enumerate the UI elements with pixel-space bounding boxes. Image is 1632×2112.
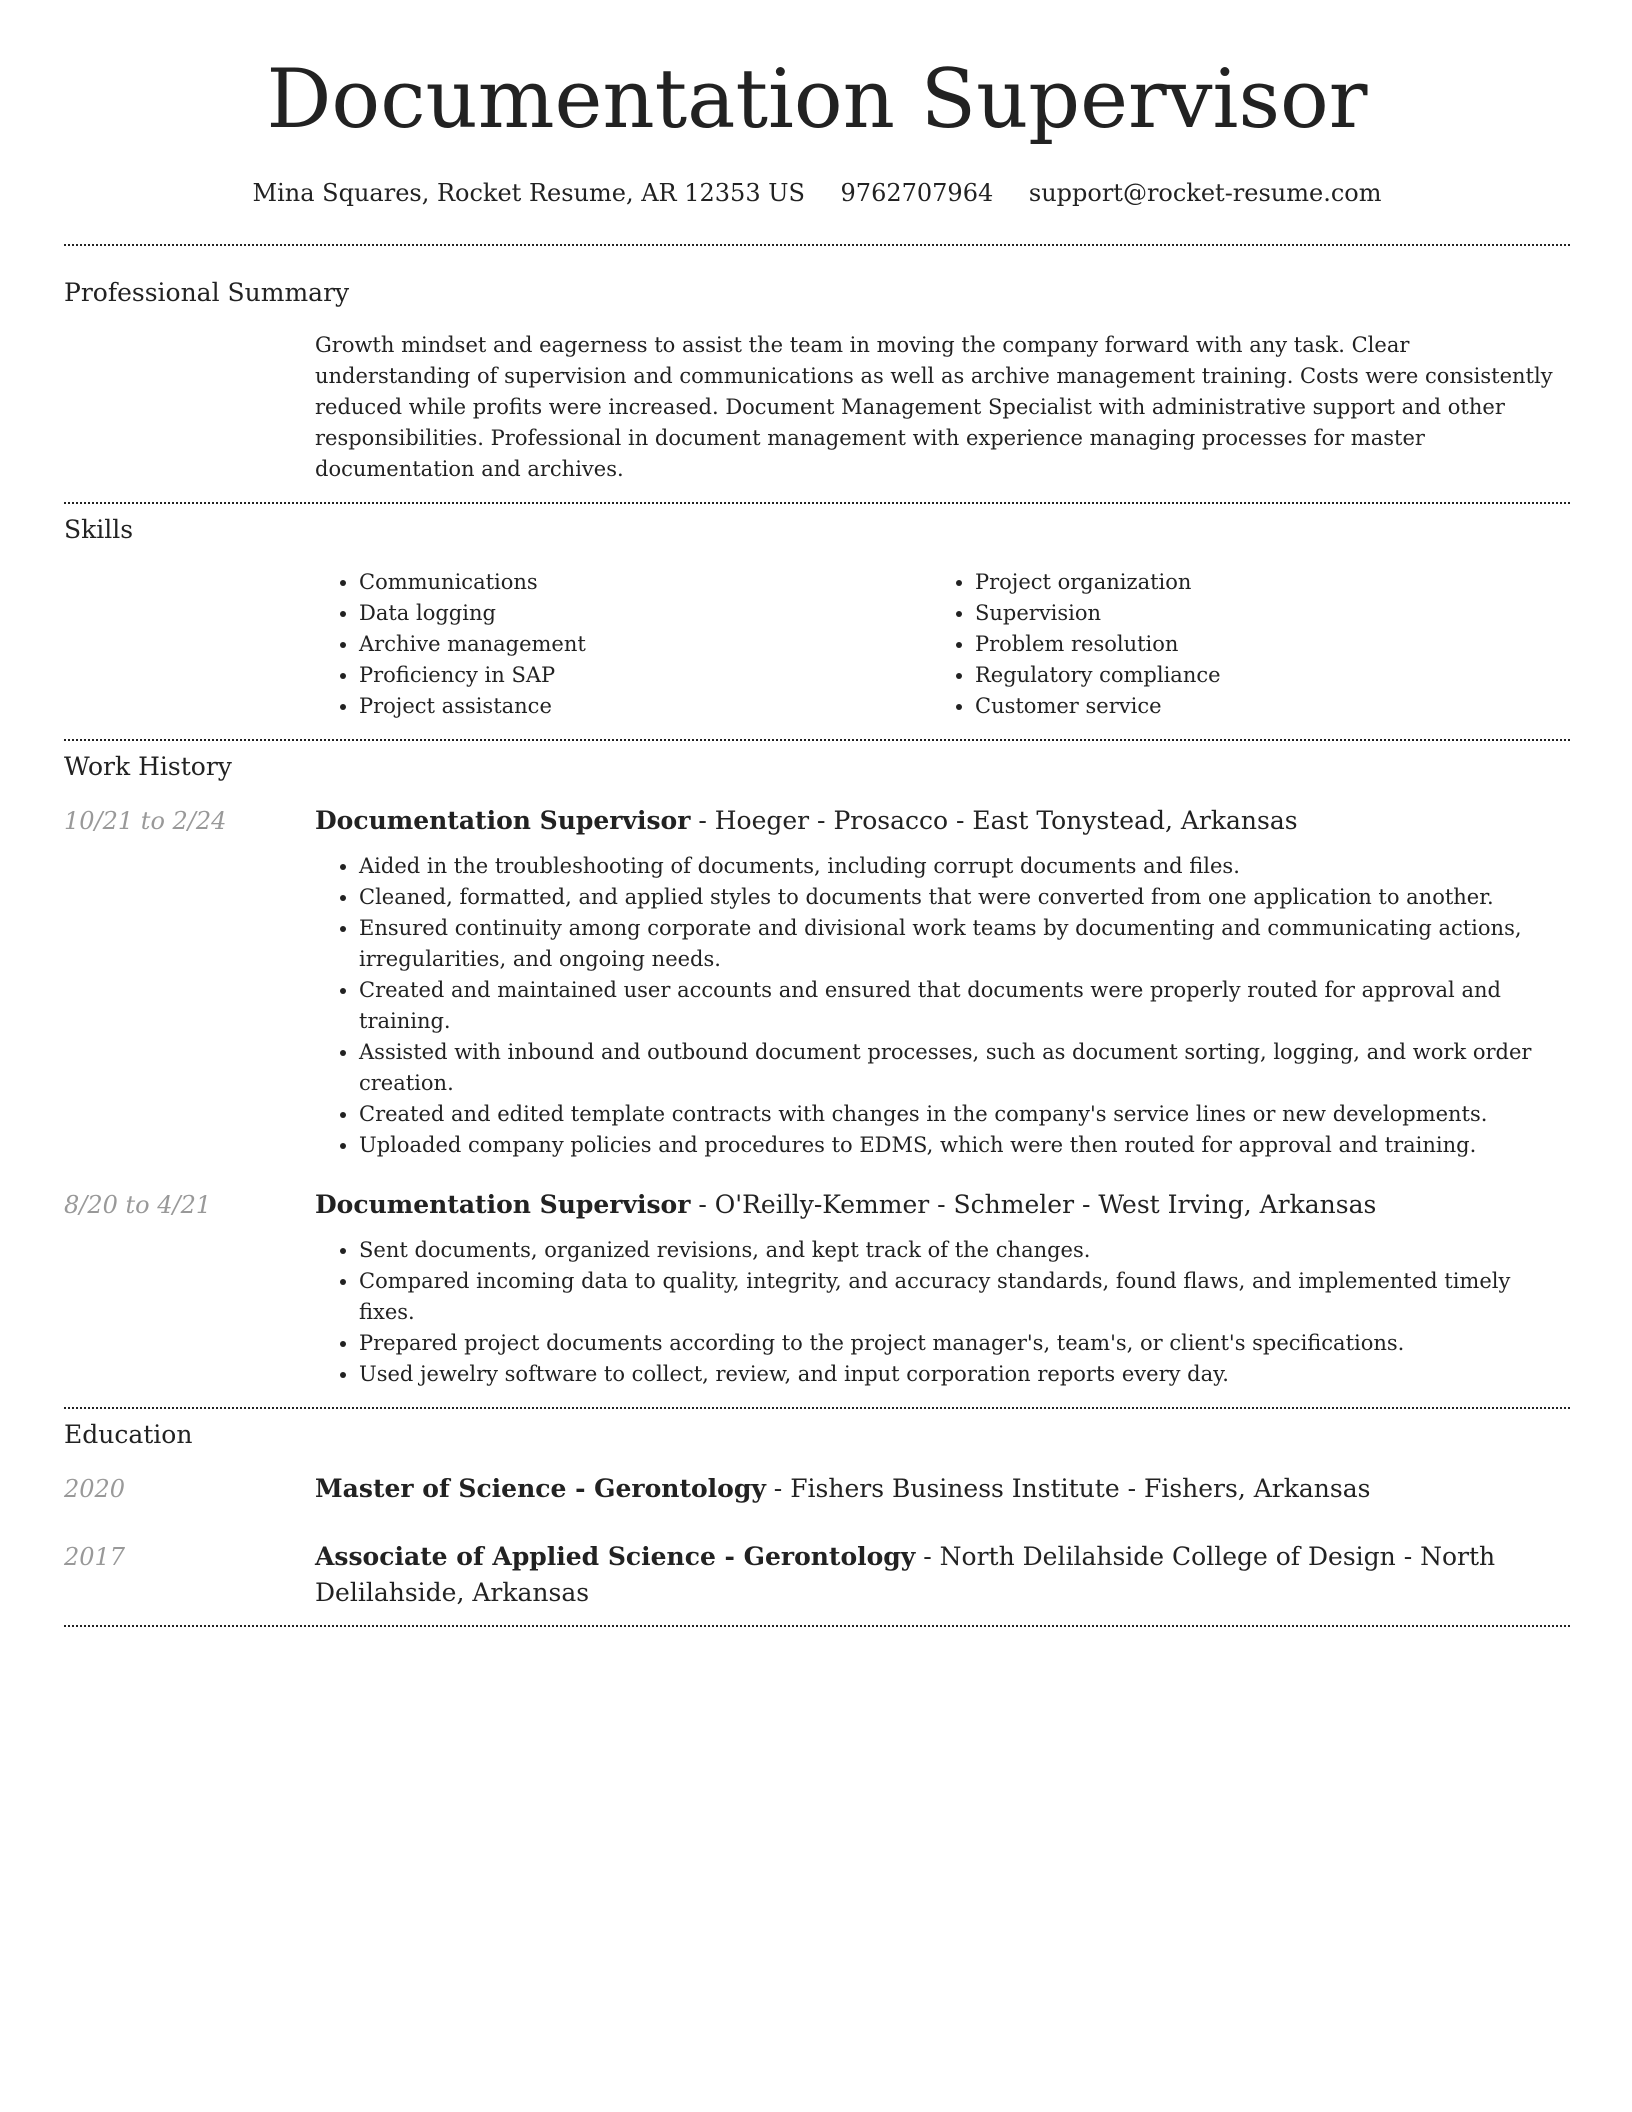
skill-item: • Project assistance — [359, 691, 931, 722]
job-employer-location: - Hoeger - Prosacco - East Tonystead, Arkansas — [690, 806, 1298, 835]
skill-item: • Communications — [359, 567, 931, 598]
skills-column-right — [931, 567, 1547, 722]
job-bullet: • Cleaned, formatted, and applied styles to documents that were converted from one application to another. — [359, 882, 1570, 913]
job-date: 8/20 to 4/21 — [64, 1191, 212, 1219]
skills-heading: Skills — [64, 515, 134, 544]
education-degree: Master of Science - Gerontology — [315, 1474, 766, 1503]
education-entry — [64, 1471, 1570, 1507]
job-entry — [64, 803, 1570, 1161]
skill-item: • Problem resolution — [975, 629, 1547, 660]
education-heading: Education — [64, 1420, 193, 1449]
summary-section — [64, 246, 1570, 485]
education-school: - Fishers Business Institute - Fishers, Arkansas — [765, 1474, 1371, 1503]
skills-column-left — [315, 567, 931, 722]
skill-item: • Archive management — [359, 629, 931, 660]
education-year: 2020 — [64, 1475, 126, 1503]
job-bullet: • Created and edited template contracts with changes in the company's service lines or new developments. — [359, 1099, 1570, 1130]
job-role: Documentation Supervisor — [315, 1190, 691, 1219]
job-bullet: • Uploaded company policies and procedures to EDMS, which were then routed for approval and training. — [359, 1130, 1570, 1161]
education-year: 2017 — [64, 1543, 126, 1571]
skill-item: • Proficiency in SAP — [359, 660, 931, 691]
summary-heading: Professional Summary — [64, 278, 350, 307]
summary-text: Growth mindset and eagerness to assist the team in moving the company forward with any task. Clear understanding of supervision and communications as well as archive management training. Costs were consistently reduced while profits were increased. Document Management Specialist with administrative support and other responsibilities. Professional in document management with experience managing processes for master documentation and archives. — [315, 333, 1553, 481]
job-bullets — [315, 1235, 1570, 1390]
skill-item: • Customer service — [975, 691, 1547, 722]
job-bullet: • Created and maintained user accounts and ensured that documents were properly routed for approval and training. — [359, 975, 1570, 1037]
education-entry — [64, 1539, 1570, 1611]
job-details — [315, 803, 1570, 1161]
contact-address: Mina Squares, Rocket Resume, AR 12353 US — [252, 179, 805, 207]
job-role: Documentation Supervisor — [315, 806, 691, 835]
skill-item: • Data logging — [359, 598, 931, 629]
contact-phone: 9762707964 — [840, 179, 994, 207]
job-details — [315, 1187, 1570, 1390]
job-title — [315, 803, 1570, 839]
skill-item: • Project organization — [975, 567, 1547, 598]
education-degree: Associate of Applied Science - Gerontology — [315, 1542, 916, 1571]
job-date: 10/21 to 2/24 — [64, 807, 227, 835]
job-entry — [64, 1187, 1570, 1390]
education-school: - North Delilahside College of Design - North Delilahside, Arkansas — [315, 1542, 1496, 1607]
job-bullet: • Prepared project documents according to the project manager's, team's, or client's specifications. — [359, 1328, 1570, 1359]
work-section — [64, 741, 1570, 1390]
job-bullets — [315, 851, 1570, 1161]
resume-header — [64, 0, 1570, 208]
skill-item: • Regulatory compliance — [975, 660, 1547, 691]
education-section — [64, 1409, 1570, 1611]
job-bullet: • Aided in the troubleshooting of documents, including corrupt documents and files. — [359, 851, 1570, 882]
job-employer-location: - O'Reilly-Kemmer - Schmeler - West Irving, Arkansas — [690, 1190, 1377, 1219]
work-heading: Work History — [64, 752, 232, 781]
skill-item: • Supervision — [975, 598, 1547, 629]
summary-content — [315, 330, 1570, 485]
candidate-name: Documentation Supervisor — [266, 53, 1368, 147]
job-bullet: • Compared incoming data to quality, integrity, and accuracy standards, found flaws, and implemented timely fixes. — [359, 1266, 1570, 1328]
contact-line — [64, 178, 1570, 208]
job-title — [315, 1187, 1570, 1223]
job-bullet: • Used jewelry software to collect, review, and input corporation reports every day. — [359, 1359, 1570, 1390]
education-details — [315, 1539, 1570, 1611]
contact-email: support@rocket-resume.com — [1028, 179, 1382, 207]
resume-page — [64, 0, 1570, 1627]
skills-columns — [315, 567, 1570, 722]
skills-list-left — [315, 567, 931, 722]
skills-list-right — [931, 567, 1547, 722]
job-bullet: • Assisted with inbound and outbound document processes, such as document sorting, logging, and work order creation. — [359, 1037, 1570, 1099]
job-bullet: • Ensured continuity among corporate and divisional work teams by documenting and communicating actions, irregularities, and ongoing needs. — [359, 913, 1570, 975]
job-bullet: • Sent documents, organized revisions, and kept track of the changes. — [359, 1235, 1570, 1266]
skills-section — [64, 504, 1570, 722]
education-details — [315, 1471, 1570, 1507]
education-divider — [64, 1625, 1570, 1627]
